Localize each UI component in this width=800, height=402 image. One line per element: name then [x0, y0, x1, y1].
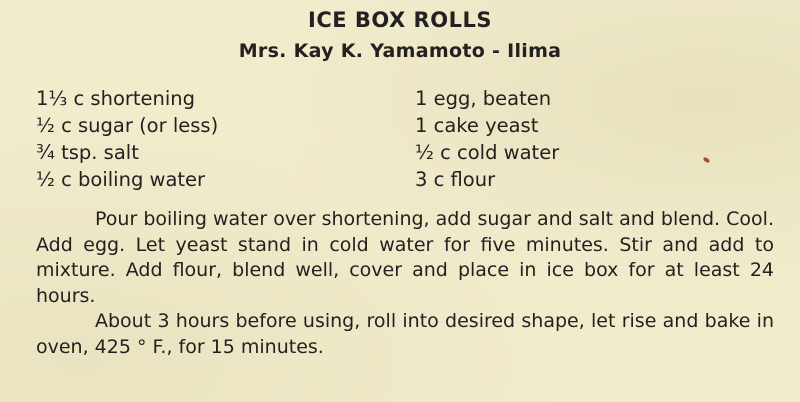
ingredient-item: ½ c cold water — [415, 141, 560, 164]
ingredient-item: 3 c flour — [415, 168, 496, 191]
method-paragraph: About 3 hours before using, roll into desired shape, let rise and bake in oven, 425 ° F., for 15 minutes. — [36, 310, 774, 358]
ingredient-item: ½ c boiling water — [36, 168, 206, 191]
ingredient-item: ¾ tsp. salt — [36, 141, 139, 164]
method-paragraph: Pour boiling water over shortening, add sugar and salt and blend. Cool. Add egg. Let yeast stand in cold water for five minutes. Stir and add to mixture. Add flour, blend well, cover and place in ice box for at least 24 hours. — [36, 208, 774, 307]
paper-stain — [702, 156, 710, 163]
ingredient-item: 1 cake yeast — [415, 114, 539, 137]
ingredient-item: 1 egg, beaten — [415, 87, 552, 110]
ingredient-item: 1⅓ c shortening — [36, 87, 196, 110]
ingredient-item: ½ c sugar (or less) — [36, 114, 219, 137]
recipe-title: ICE BOX ROLLS — [308, 8, 492, 32]
recipe-author: Mrs. Kay K. Yamamoto - Ilima — [238, 40, 562, 62]
ingredients-left-column — [36, 85, 218, 193]
ingredients-right-column — [415, 85, 559, 193]
recipe-method — [36, 207, 774, 360]
